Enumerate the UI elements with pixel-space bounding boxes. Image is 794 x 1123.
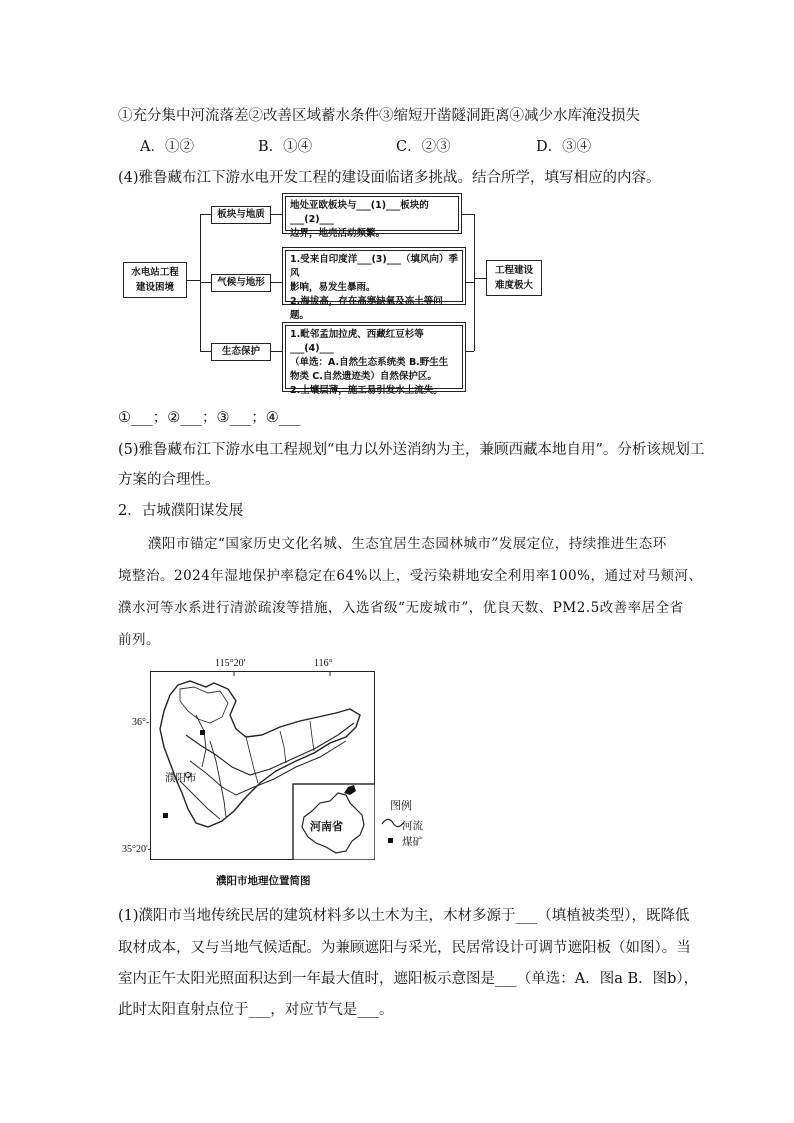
connector bbox=[200, 351, 211, 352]
connector bbox=[187, 280, 200, 281]
box2-line1: 1.受来自印度洋___(3)___（填风向）季风 bbox=[290, 254, 459, 279]
connector bbox=[462, 214, 474, 215]
city-label: 濮阳市 bbox=[165, 773, 197, 784]
choice-c: C．②③ bbox=[396, 139, 451, 155]
question-options-line: ①充分集中河流落差②改善区域蓄水条件③缩短开凿隧洞距离④减少水库淹没损失 bbox=[118, 108, 640, 124]
flow-content-box-3 bbox=[285, 325, 463, 396]
mine-legend-icon bbox=[388, 838, 393, 843]
question-1-line1: (1)濮阳市当地传统民居的建筑材料多以土木为主，木材多源于___（填植被类型），既降低 bbox=[118, 908, 690, 924]
box2-line3: 2.海拔高，存在高寒缺氧及冻土等问题。 bbox=[290, 296, 443, 321]
legend-title: 图例 bbox=[390, 799, 412, 812]
flow-left-line2: 建设困境 bbox=[135, 282, 174, 293]
flow-mid-ecology: 生态保护 bbox=[211, 343, 271, 361]
passage-line-3: 濮水河等水系进行清淤疏浚等措施，入选省级“无废城市”，优良天数、PM2.5改善率居全省 bbox=[118, 600, 684, 616]
box3-line2: （单选：A.自然生态系统类 B.野生生 bbox=[290, 357, 449, 368]
choice-d: D．③④ bbox=[536, 139, 592, 155]
connector bbox=[271, 282, 283, 283]
question-4-stem: (4)雅鲁藏布江下游水电开发工程的建设面临诸多挑战。结合所学，填写相应的内容。 bbox=[118, 170, 661, 186]
box3-line4: 2.土壤层薄，施工易引发水土流失。 bbox=[290, 385, 443, 396]
passage-line-2: 境整治。2024年湿地保护率稳定在64%以上，受污染耕地安全利用率100%，通过对马颊河、 bbox=[118, 568, 703, 584]
flow-left-box bbox=[123, 262, 187, 298]
flow-right-line1: 工程建设 bbox=[494, 265, 533, 276]
choice-a: A．①② bbox=[140, 139, 194, 155]
river bbox=[310, 721, 314, 751]
connector bbox=[474, 214, 475, 351]
section-2-title: 2．古城濮阳谋发展 bbox=[118, 503, 244, 519]
lat-label-top: 36°- bbox=[132, 717, 150, 728]
lon-label-right: 116° bbox=[314, 658, 333, 669]
connector bbox=[200, 214, 211, 215]
lon-label-left: 115°20' bbox=[215, 658, 246, 669]
province-label: 河南省 bbox=[310, 820, 343, 833]
coal-mine-marker bbox=[200, 730, 205, 735]
flow-right-box bbox=[486, 260, 542, 296]
box1-line2: 边界，地壳活动频繁。 bbox=[290, 228, 386, 239]
flow-mid-climate: 气候与地形 bbox=[211, 274, 271, 292]
connector bbox=[466, 282, 474, 283]
passage-line-1: 濮阳市锚定“国家历史文化名城、生态宜居生态园林城市”发展定位，持续推进生态环 bbox=[148, 536, 667, 552]
connector bbox=[466, 351, 474, 352]
passage-line-4: 前列。 bbox=[118, 632, 160, 648]
box1-line1: 地处亚欧板块与___(1)___板块的___(2)___ bbox=[290, 200, 429, 225]
choice-b: B．①④ bbox=[258, 139, 313, 155]
coal-mine-marker bbox=[163, 813, 168, 818]
answer-blanks: ①___；②___；③___；④___ bbox=[118, 410, 301, 426]
river bbox=[246, 737, 258, 783]
question-5-line2: 方案的合理性。 bbox=[118, 472, 220, 488]
connector bbox=[271, 351, 283, 352]
flow-content-box-1 bbox=[285, 196, 459, 239]
connector bbox=[271, 214, 283, 215]
question-1-line3: 室内正午太阳光照面积达到一年最大值时，遮阳板示意图是___（单选：A．图a B．图b）， bbox=[118, 971, 699, 987]
flow-mid-geology: 板块与地质 bbox=[211, 206, 271, 224]
flow-left-line1: 水电站工程 bbox=[131, 267, 179, 278]
river bbox=[280, 731, 286, 763]
connector bbox=[200, 282, 211, 283]
river bbox=[196, 715, 206, 767]
question-1-line2: 取材成本，又与当地气候适配。为兼顾遮阳与采光，民居常设计可调节遮阳板（如图）。当 bbox=[118, 940, 691, 956]
box3-line1: 1.毗邻孟加拉虎、西藏红豆杉等___(4)___ bbox=[290, 329, 424, 354]
map-caption: 濮阳市地理位置简图 bbox=[216, 875, 311, 887]
flow-content-box-2 bbox=[285, 250, 463, 321]
lat-label-bottom: 35°20'- bbox=[122, 844, 152, 855]
river bbox=[180, 781, 220, 819]
connector bbox=[474, 278, 486, 279]
legend-mine-label: 煤矿 bbox=[402, 836, 423, 848]
box2-line2: 影响，易发生暴雨。 bbox=[290, 282, 376, 293]
box3-line3: 物类 C.自然遗迹类）自然保护区。 bbox=[290, 371, 437, 382]
flow-right-line2: 难度极大 bbox=[494, 280, 533, 291]
legend-river-label: 河流 bbox=[402, 820, 423, 832]
question-1-line4: 此时太阳直射点位于___，对应节气是___。 bbox=[118, 1002, 394, 1018]
question-5-line1: (5)雅鲁藏布江下游水电工程规划“电力以外送消纳为主，兼顾西藏本地自用”。分析该规划工 bbox=[118, 442, 705, 458]
